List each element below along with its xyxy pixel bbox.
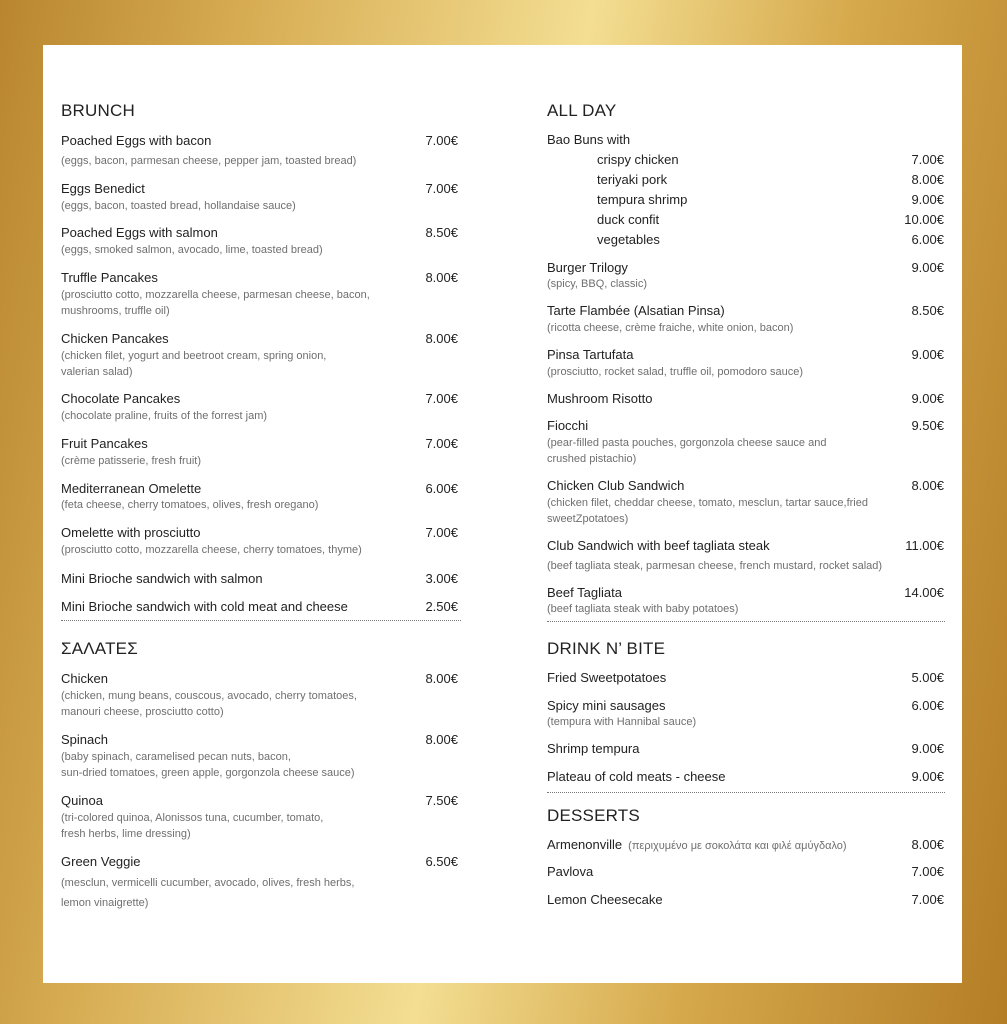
item-description: (tempura with Hannibal sauce): [547, 716, 697, 728]
option-name: vegetables: [597, 232, 660, 247]
item-price: 9.50€: [911, 418, 944, 433]
item-price: 8.00€: [911, 478, 944, 493]
item-price: 7.00€: [911, 864, 944, 879]
item-description-line2: mushrooms, truffle oil): [61, 305, 170, 317]
option-price: 6.00€: [911, 232, 944, 247]
item-description: (prosciutto, rocket salad, truffle oil, pomodoro sauce): [547, 366, 803, 378]
item-price: 7.00€: [425, 525, 458, 540]
option-name: duck confit: [597, 212, 660, 227]
item-price: 8.00€: [425, 732, 458, 747]
item-price: 7.00€: [425, 436, 458, 451]
item-description-line1: (chicken filet, cheddar cheese, tomato, mesclun, tartar sauce,fried: [547, 497, 868, 509]
item-name: Beef Tagliata: [547, 585, 622, 600]
drink-bite-title: DRINK N’ BITE: [547, 639, 666, 658]
item-description: (eggs, bacon, parmesan cheese, pepper jam, toasted bread): [61, 155, 357, 167]
item-name: Fruit Pancakes: [61, 436, 148, 451]
item-description: (eggs, bacon, toasted bread, hollandaise sauce): [61, 200, 296, 212]
item-name: Mediterranean Omelette: [61, 481, 202, 496]
item-name: Quinoa: [61, 793, 103, 808]
section-divider: [547, 792, 945, 793]
item-name-text: Armenonville: [547, 837, 623, 852]
item-description: (spicy, BBQ, classic): [547, 278, 648, 290]
item-description: (beef tagliata steak with baby potatoes): [547, 603, 739, 615]
item-description-line2: manouri cheese, prosciutto cotto): [61, 706, 224, 718]
item-price: 8.00€: [425, 671, 458, 686]
item-description-line2: sun-dried tomatoes, green apple, gorgonzola cheese sauce): [61, 767, 355, 779]
item-name: Chicken: [61, 671, 108, 686]
option-price: 10.00€: [904, 212, 944, 227]
item-price: 6.50€: [425, 854, 458, 869]
item-description-line2: sweetZpotatoes): [547, 513, 629, 525]
section-divider: [547, 621, 945, 622]
brunch-title: BRUNCH: [61, 101, 135, 120]
item-description-line1: (baby spinach, caramelised pecan nuts, bacon,: [61, 751, 291, 763]
item-name: Lemon Cheesecake: [547, 892, 663, 907]
item-name: Mini Brioche sandwich with salmon: [61, 571, 263, 586]
desserts-title: DESSERTS: [547, 806, 640, 825]
item-name: Truffle Pancakes: [61, 270, 158, 285]
item-price: 9.00€: [911, 769, 944, 784]
option-name: tempura shrimp: [597, 192, 688, 207]
item-name: Chicken Pancakes: [61, 331, 169, 346]
item-price: 5.00€: [911, 670, 944, 685]
option-price: 9.00€: [911, 192, 944, 207]
item-name: Fried Sweetpotatoes: [547, 670, 667, 685]
item-name: Plateau of cold meats - cheese: [547, 769, 726, 784]
item-name: [547, 837, 847, 852]
item-name: Mini Brioche sandwich with cold meat and cheese: [61, 599, 348, 614]
allday-title: ALL DAY: [547, 101, 617, 120]
item-price: 8.00€: [425, 270, 458, 285]
item-description-line1: (chicken, mung beans, couscous, avocado, cherry tomatoes,: [61, 690, 357, 702]
item-price: 7.50€: [425, 793, 458, 808]
item-note: (περιχυμένο με σοκολάτα και φιλέ αμύγδαλο): [628, 840, 847, 852]
item-name: Mushroom Risotto: [547, 391, 653, 406]
section-divider: [61, 620, 461, 621]
item-description-line1: (prosciutto cotto, mozzarella cheese, parmesan cheese, bacon,: [61, 289, 370, 301]
item-name: Poached Eggs with bacon: [61, 133, 212, 148]
item-name: Fiocchi: [547, 418, 589, 433]
item-description: (eggs, smoked salmon, avocado, lime, toasted bread): [61, 244, 323, 256]
item-price: 3.00€: [425, 571, 458, 586]
item-description: (crème patisserie, fresh fruit): [61, 455, 201, 467]
option-price: 7.00€: [911, 152, 944, 167]
item-description: (prosciutto cotto, mozzarella cheese, cherry tomatoes, thyme): [61, 544, 362, 556]
option-price: 8.00€: [911, 172, 944, 187]
item-description: (feta cheese, cherry tomatoes, olives, fresh oregano): [61, 499, 319, 511]
item-description: (ricotta cheese, crème fraiche, white onion, bacon): [547, 322, 794, 334]
item-description-line2: fresh herbs, lime dressing): [61, 828, 191, 840]
item-price: 6.00€: [911, 698, 944, 713]
item-name: Tarte Flambée (Alsatian Pinsa): [547, 303, 725, 318]
item-name: Burger Trilogy: [547, 260, 628, 275]
item-name: Omelette with prosciutto: [61, 525, 201, 540]
item-price: 14.00€: [904, 585, 944, 600]
item-description-line1: (pear-filled pasta pouches, gorgonzola cheese sauce and: [547, 437, 827, 449]
item-name: Eggs Benedict: [61, 181, 145, 196]
item-description-line2: crushed pistachio): [547, 453, 637, 465]
item-description-line1: (mesclun, vermicelli cucumber, avocado, olives, fresh herbs,: [61, 877, 355, 889]
item-price: 8.00€: [911, 837, 944, 852]
item-description-line1: (tri-colored quinoa, Alonissos tuna, cucumber, tomato,: [61, 812, 324, 824]
item-name: Chocolate Pancakes: [61, 391, 181, 406]
item-price: 9.00€: [911, 741, 944, 756]
item-price: 7.00€: [425, 391, 458, 406]
item-price: 7.00€: [425, 181, 458, 196]
item-price: 9.00€: [911, 391, 944, 406]
item-price: 8.50€: [911, 303, 944, 318]
item-price: 8.00€: [425, 331, 458, 346]
item-description-line2: valerian salad): [61, 366, 133, 378]
bao-buns-heading: Bao Buns with: [547, 132, 631, 147]
item-name: Chicken Club Sandwich: [547, 478, 685, 493]
item-description-line2: lemon vinaigrette): [61, 897, 149, 909]
item-name: Club Sandwich with beef tagliata steak: [547, 538, 770, 553]
item-price: 2.50€: [425, 599, 458, 614]
item-name: Spicy mini sausages: [547, 698, 666, 713]
item-price: 9.00€: [911, 260, 944, 275]
item-price: 9.00€: [911, 347, 944, 362]
item-name: Pinsa Tartufata: [547, 347, 634, 362]
item-description-line1: (chicken filet, yogurt and beetroot cream, spring onion,: [61, 350, 327, 362]
item-price: 11.00€: [905, 538, 944, 553]
item-price: 7.00€: [425, 133, 458, 148]
item-price: 8.50€: [425, 225, 458, 240]
item-price: 7.00€: [911, 892, 944, 907]
item-name: Shrimp tempura: [547, 741, 640, 756]
option-name: crispy chicken: [597, 152, 679, 167]
option-name: teriyaki pork: [597, 172, 668, 187]
salads-title: ΣΑΛΑΤΕΣ: [61, 639, 138, 658]
item-name: Pavlova: [547, 864, 594, 879]
item-name: Spinach: [61, 732, 108, 747]
item-description: (chocolate praline, fruits of the forrest jam): [61, 410, 268, 422]
item-name: Poached Eggs with salmon: [61, 225, 218, 240]
item-price: 6.00€: [425, 481, 458, 496]
item-description: (beef tagliata steak, parmesan cheese, french mustard, rocket salad): [547, 560, 883, 572]
menu-page: [43, 45, 962, 983]
item-name: Green Veggie: [61, 854, 141, 869]
